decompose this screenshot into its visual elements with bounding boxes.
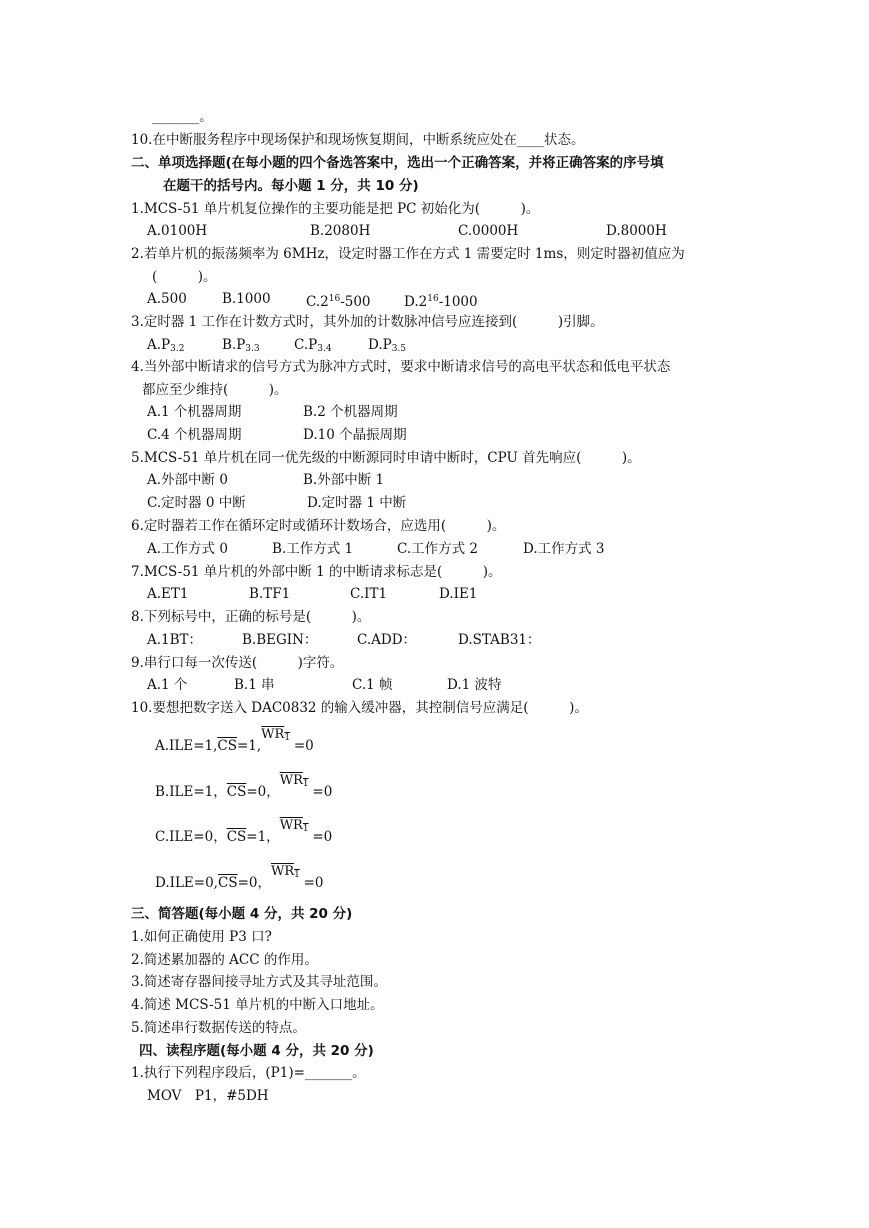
q6-option-a: A.工作方式 0 xyxy=(147,541,228,557)
q6-option-d: D.工作方式 3 xyxy=(523,541,605,557)
q4-stem: 4.当外部中断请求的信号方式为脉冲方式时，要求中断请求信号的高电平状态和低电平状态 xyxy=(131,359,671,375)
question-10-fill: 10.在中断服务程序中现场保护和现场恢复期间，中断系统应处在____状态。 xyxy=(131,132,585,148)
q8-option-c: C.ADD： xyxy=(357,632,417,648)
q10-stem: 10.要想把数字送入 DAC0832 的输入缓冲器，其控制信号应满足( )。 xyxy=(131,700,588,716)
s3-item-4: 4.简述 MCS-51 单片机的中断入口地址。 xyxy=(131,997,384,1013)
section-2-heading: 二、单项选择题(在每小题的四个备选答案中，选出一个正确答案，并将正确答案的序号填 xyxy=(131,155,664,171)
q3-option-b: $B.P_{3.3}$ xyxy=(222,337,260,354)
q7-stem: 7.MCS-51 单片机的外部中断 1 的中断请求标志是( )。 xyxy=(131,564,502,580)
q6-stem: 6.定时器若工作在循环定时或循环计数场合，应选用( )。 xyxy=(131,518,506,534)
q5-option-a: A.外部中断 0 xyxy=(147,472,228,488)
q6-option-c: C.工作方式 2 xyxy=(397,541,479,557)
q7-option-b: B.TF1 xyxy=(249,586,291,602)
s3-item-5: 5.简述串行数据传送的特点。 xyxy=(131,1020,306,1036)
q10-option-a: $A.ILE=1,\overline{CS}=1$, $WR_1$ =0 xyxy=(155,727,314,754)
s4-q1: 1.执行下列程序段后，(P1)=_______。 xyxy=(131,1065,366,1081)
q7-option-d: D.IE1 xyxy=(439,586,478,602)
q3-stem: 3.定时器 1 工作在计数方式时，其外加的计数脉冲信号应连接到( )引脚。 xyxy=(131,314,604,330)
s3-item-3: 3.简述寄存器间接寻址方式及其寻址范围。 xyxy=(131,974,387,990)
q5-stem: 5.MCS-51 单片机在同一优先级的中断源同时申请中断时，CPU 首先响应( )。 xyxy=(131,450,641,466)
q1-option-b: B.2080H xyxy=(310,223,371,239)
section-2-heading-cont: 在题干的括号内。每小题 1 分，共 10 分) xyxy=(163,178,419,194)
q1-option-a: A.0100H xyxy=(147,223,208,239)
q1-stem: 1.MCS-51 单片机复位操作的主要功能是把 PC 初始化为( )。 xyxy=(131,201,540,217)
q8-option-d: D.STAB31： xyxy=(458,632,541,648)
q9-stem: 9.串行口每一次传送( )字符。 xyxy=(131,655,344,671)
q10-option-c: C.ILE=0，$\overline{CS}=1$， $WR_1$ =0 xyxy=(155,818,333,845)
q8-option-b: B.BEGIN： xyxy=(242,632,318,648)
q9-option-d: D.1 波特 xyxy=(447,677,502,693)
section-3-heading: 三、简答题(每小题 4 分，共 20 分) xyxy=(131,906,353,922)
q4-stem-cont: 都应至少维持( )。 xyxy=(142,382,288,398)
q9-option-b: B.1 串 xyxy=(234,677,275,693)
q4-option-d: D.10 个晶振周期 xyxy=(303,427,407,443)
q2-stem: 2.若单片机的振荡频率为 6MHz，设定时器工作在方式 1 需要定时 1ms，则定时器初值应为 xyxy=(131,246,685,262)
section-4-heading: 四、读程序题(每小题 4 分，共 20 分) xyxy=(139,1043,374,1059)
q5-option-c: C.定时器 0 中断 xyxy=(147,495,246,511)
q7-option-a: A.ET1 xyxy=(147,586,189,602)
q10-option-d: $D.ILE=0,\overline{CS}=0$， $WR_1$ =0 xyxy=(155,864,324,891)
q8-stem: 8.下列标号中，正确的标号是( )。 xyxy=(131,609,371,625)
q5-option-d: D.定时器 1 中断 xyxy=(307,495,407,511)
q9-option-c: C.1 帧 xyxy=(352,677,393,693)
q8-option-a: A.1BT： xyxy=(147,632,203,648)
q10-option-b: B.ILE=1，$\overline{CS}=0$， $WR_1$ =0 xyxy=(155,773,333,800)
q3-option-c: $C.P_{3.4}$ xyxy=(294,337,332,354)
q6-option-b: B.工作方式 1 xyxy=(272,541,354,557)
q2-option-a: A.500 xyxy=(147,291,187,307)
q7-option-c: C.IT1 xyxy=(350,586,388,602)
q4-option-a: A.1 个机器周期 xyxy=(147,404,242,420)
q2-option-b: B.1000 xyxy=(222,291,271,307)
q3-option-d: $D.P_{3.5}$ xyxy=(368,337,407,354)
q9-option-a: A.1 个 xyxy=(147,677,188,693)
q2-option-d: $D.2^{16}-1000$ xyxy=(404,294,478,310)
q2-option-c: $C.2^{16}-500$ xyxy=(306,294,371,310)
q4-option-b: B.2 个机器周期 xyxy=(303,404,398,420)
s3-item-2: 2.简述累加器的 ACC 的作用。 xyxy=(131,952,318,968)
q1-option-c: C.0000H xyxy=(458,223,519,239)
q1-option-d: D.8000H xyxy=(606,223,667,239)
s3-item-1: 1.如何正确使用 P3 口? xyxy=(131,929,272,945)
q5-option-b: B.外部中断 1 xyxy=(303,472,385,488)
q4-option-c: C.4 个机器周期 xyxy=(147,427,242,443)
blank-line: _______。 xyxy=(152,109,213,125)
q2-stem-cont: ( )。 xyxy=(152,269,217,285)
q3-option-a: $A.P_{3.2}$ xyxy=(147,337,185,354)
s4-code-line-1: MOV P1，#5DH xyxy=(147,1088,269,1104)
